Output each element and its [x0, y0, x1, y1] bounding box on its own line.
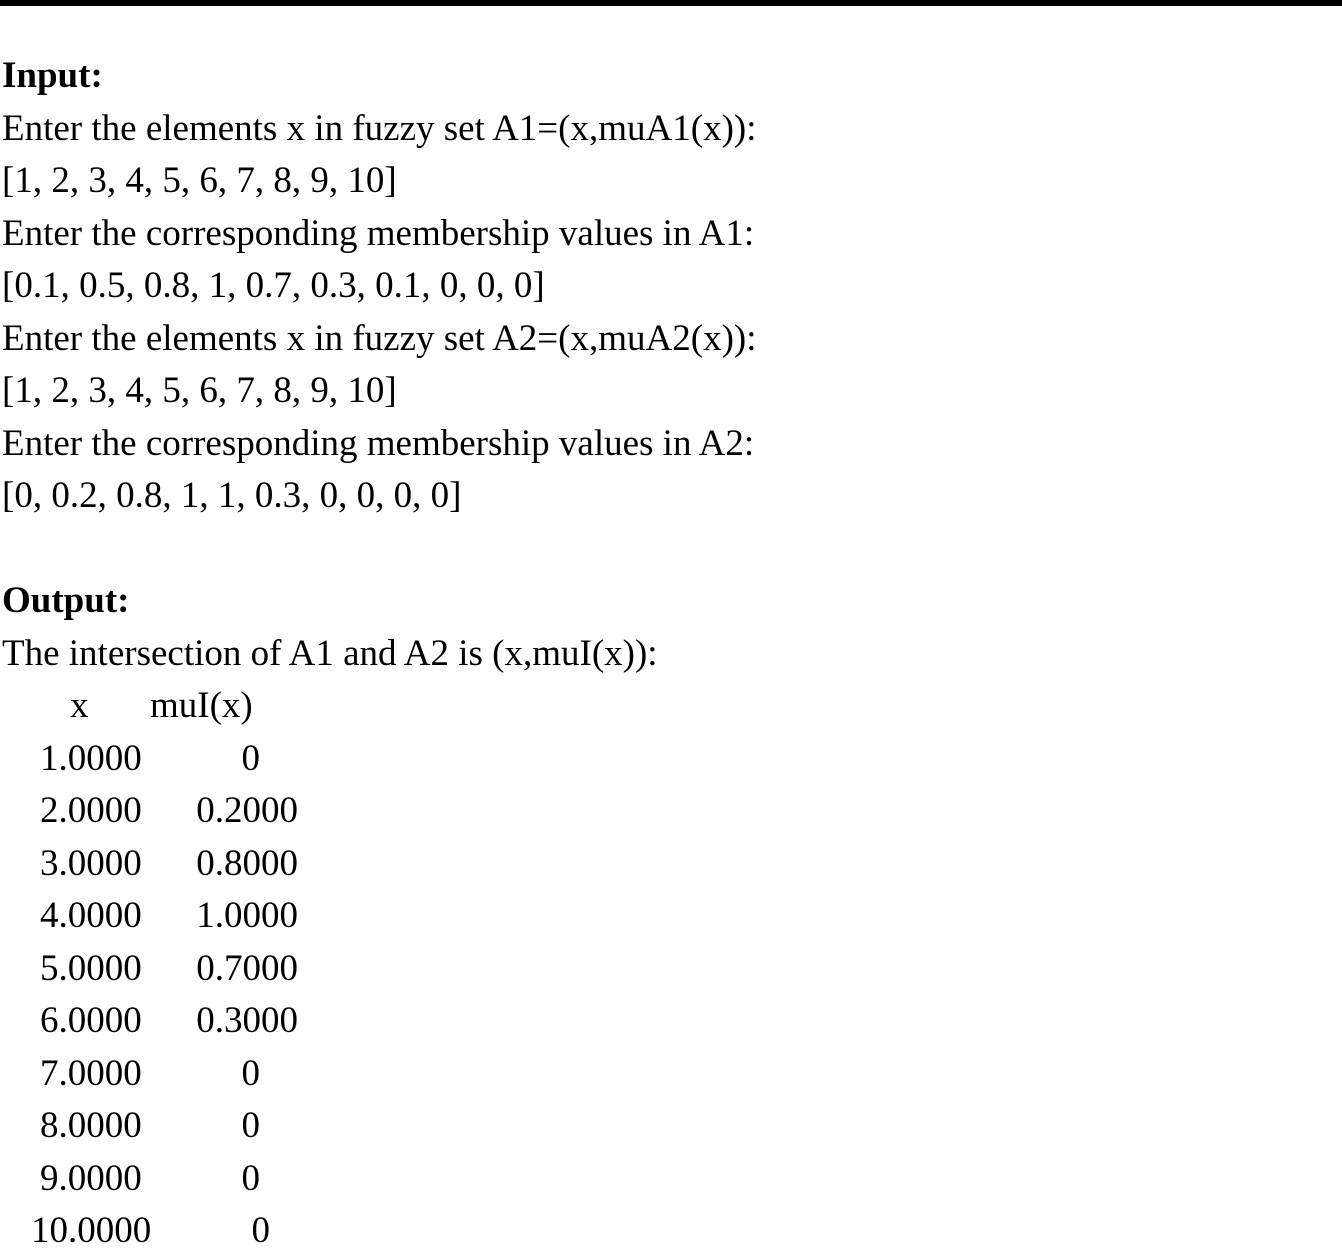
input-line: Enter the corresponding membership values in A1: — [2, 212, 755, 254]
column-header-mu: muI(x) — [150, 685, 253, 726]
section-spacer — [2, 523, 1332, 576]
table-row — [2, 733, 1332, 786]
cell-mu: 0.3000 — [196, 1000, 298, 1041]
table-row — [2, 838, 1332, 891]
cell-mu: 0 — [241, 1105, 260, 1146]
table-row — [2, 995, 1332, 1048]
input-line: Enter the elements x in fuzzy set A2=(x,muA2(x)): — [2, 317, 757, 359]
column-header-x: x — [70, 685, 89, 726]
input-line: [0.1, 0.5, 0.8, 1, 0.7, 0.3, 0.1, 0, 0, 0] — [2, 265, 545, 306]
input-line: Enter the elements x in fuzzy set A1=(x,muA1(x)): — [2, 107, 757, 149]
input-heading: Input: — [2, 55, 103, 96]
cell-mu: 0 — [241, 737, 260, 779]
cell-x: 7.0000 — [40, 1052, 142, 1094]
cell-x: 6.0000 — [40, 1000, 142, 1041]
table-row — [2, 890, 1332, 943]
cell-mu: 1.0000 — [196, 895, 298, 936]
document-body — [2, 50, 1332, 1258]
cell-x: 3.0000 — [40, 842, 142, 884]
input-line: [1, 2, 3, 4, 5, 6, 7, 8, 9, 10] — [2, 370, 397, 411]
cell-mu: 0 — [241, 1157, 260, 1199]
cell-mu: 0.7000 — [196, 947, 298, 989]
cell-x: 9.0000 — [40, 1157, 142, 1199]
output-description: The intersection of A1 and A2 is (x,muI(x)): — [2, 632, 658, 674]
table-row — [2, 1100, 1332, 1153]
table-header-row — [2, 680, 1332, 733]
cell-mu: 0.2000 — [196, 790, 298, 831]
table-row — [2, 1153, 1332, 1206]
cell-mu: 0.8000 — [196, 842, 298, 884]
top-rule — [0, 0, 1342, 6]
input-line: [0, 0.2, 0.8, 1, 1, 0.3, 0, 0, 0, 0] — [2, 475, 462, 516]
cell-x: 5.0000 — [40, 947, 142, 989]
cell-x: 4.0000 — [40, 895, 142, 936]
cell-mu: 0 — [251, 1210, 270, 1251]
cell-mu: 0 — [241, 1052, 260, 1094]
input-line: [1, 2, 3, 4, 5, 6, 7, 8, 9, 10] — [2, 160, 397, 201]
table-row — [2, 943, 1332, 996]
table-row — [2, 1048, 1332, 1101]
cell-x: 8.0000 — [40, 1105, 142, 1146]
output-heading: Output: — [2, 580, 130, 621]
table-row — [2, 785, 1332, 838]
cell-x: 1.0000 — [40, 737, 142, 779]
input-line: Enter the corresponding membership values in A2: — [2, 422, 755, 464]
intersection-table — [2, 680, 1332, 1258]
cell-x: 2.0000 — [40, 790, 142, 831]
cell-x: 10.0000 — [31, 1210, 152, 1251]
